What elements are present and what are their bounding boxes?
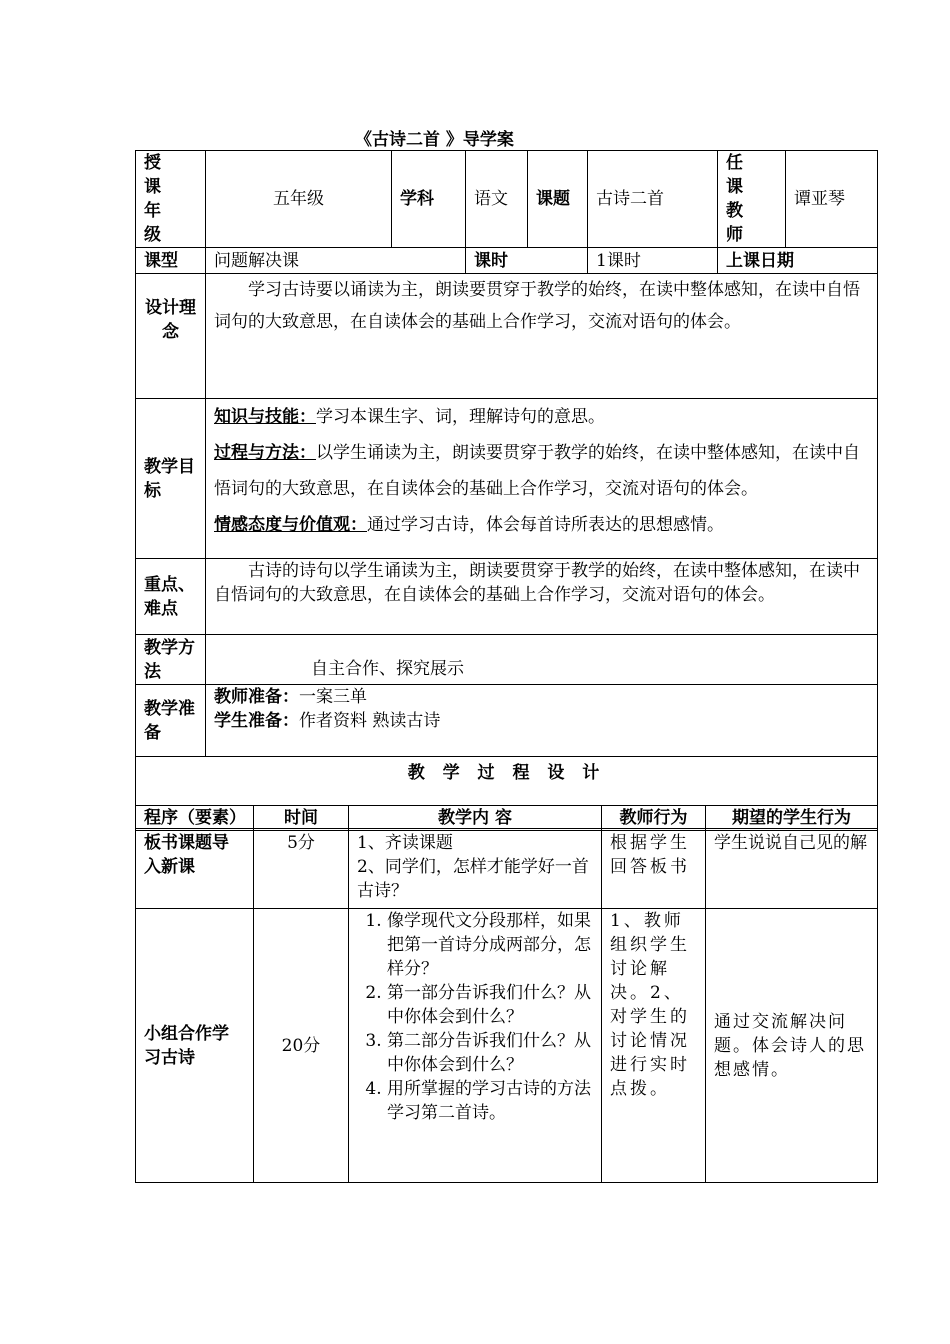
prep-label: 教学准备 — [136, 685, 206, 757]
hours-label: 课时 — [466, 248, 588, 274]
topic-label: 课题 — [528, 151, 588, 248]
goals-label: 教学目标 — [136, 399, 206, 559]
method-text: 自主合作、探究展示 — [206, 635, 878, 685]
page-title: 《古诗二首 》导学案 — [355, 130, 514, 150]
list-item: 3. 第二部分告诉我们什么？从中你体会到什么？ — [387, 1029, 593, 1077]
design-text: 学习古诗要以诵读为主，朗读要贯穿于教学的始终，在读中整体感知，在读中自悟词句的大致意思，在自读体会的基础上合作学习，交流对语句的体会。 — [206, 274, 878, 399]
grade-value: 五年级 — [206, 151, 392, 248]
row1-teacher: 根据学生回答板书 — [602, 831, 706, 909]
col-student: 期望的学生行为 — [706, 806, 878, 831]
row2-content-list — [357, 909, 593, 1125]
goals-cell — [206, 399, 878, 559]
topic-value: 古诗二首 — [588, 151, 718, 248]
keypoints-label: 重点、难点 — [136, 559, 206, 635]
prep-student: 学生准备：作者资料 熟读古诗 — [214, 711, 441, 731]
goal-process: 过程与方法：以学生诵读为主，朗读要贯穿于教学的始终，在读中整体感知，在读中自悟词句的大致意思，在自读体会的基础上合作学习，交流对语句的体会。 — [214, 443, 860, 499]
goal-emotion: 情感态度与价值观：通过学习古诗，体会每首诗所表达的思想感情。 — [214, 515, 724, 535]
row2-content — [349, 909, 602, 1183]
teacher-label: 任 课 教 师 — [718, 151, 786, 248]
list-item: 1. 像学现代文分段那样，如果把第一首诗分成两部分，怎样分？ — [387, 909, 593, 981]
design-label: 设计理念 — [136, 274, 206, 399]
date-label: 上课日期 — [718, 248, 878, 274]
row2-teacher: 1、教师组织学生讨论解决。2、对学生的讨论情况进行实时点拨。 — [602, 909, 706, 1183]
grade-label: 授 课 年 级 — [136, 151, 206, 248]
row1-content-line: 1、齐读课题 — [357, 833, 453, 853]
table-row — [136, 831, 878, 909]
row1-step: 板书课题导入新课 — [136, 831, 254, 909]
list-item: 4. 用所掌握的学习古诗的方法学习第二首诗。 — [387, 1077, 593, 1125]
hours-value: 1课时 — [588, 248, 718, 274]
process-title: 教 学 过 程 设 计 — [136, 757, 878, 829]
type-value: 问题解决课 — [206, 248, 466, 274]
col-teacher: 教师行为 — [602, 806, 706, 831]
keypoints-text: 古诗的诗句以学生诵读为主，朗读要贯穿于教学的始终，在读中整体感知，在读中自悟词句的大致意思，在自读体会的基础上合作学习，交流对语句的体会。 — [206, 559, 878, 635]
row2-time: 20分 — [254, 909, 349, 1183]
row1-content — [349, 831, 602, 909]
subject-label: 学科 — [392, 151, 466, 248]
teacher-value: 谭亚琴 — [786, 151, 878, 248]
col-content: 教学内 容 — [349, 806, 602, 831]
info-table — [135, 150, 878, 829]
table-row — [136, 909, 878, 1183]
row1-time: 5分 — [254, 831, 349, 909]
type-label: 课型 — [136, 248, 206, 274]
prep-teacher: 教师准备：一案三单 — [214, 687, 367, 707]
col-step: 程序（要素） — [136, 806, 254, 831]
goal-knowledge: 知识与技能：学习本课生字、词，理解诗句的意思。 — [214, 407, 605, 427]
row2-student: 通过交流解决问题。体会诗人的思想感情。 — [706, 909, 878, 1183]
subject-value: 语文 — [466, 151, 528, 248]
row1-content-line: 2、同学们，怎样才能学好一首古诗？ — [357, 857, 589, 901]
list-item: 2. 第一部分告诉我们什么？从中你体会到什么？ — [387, 981, 593, 1029]
method-label: 教学方法 — [136, 635, 206, 685]
row2-step: 小组合作学习古诗 — [136, 909, 254, 1183]
row1-student: 学生说说自己见的解 — [706, 831, 878, 909]
prep-cell — [206, 685, 878, 757]
process-table — [135, 805, 878, 1183]
col-time: 时间 — [254, 806, 349, 831]
